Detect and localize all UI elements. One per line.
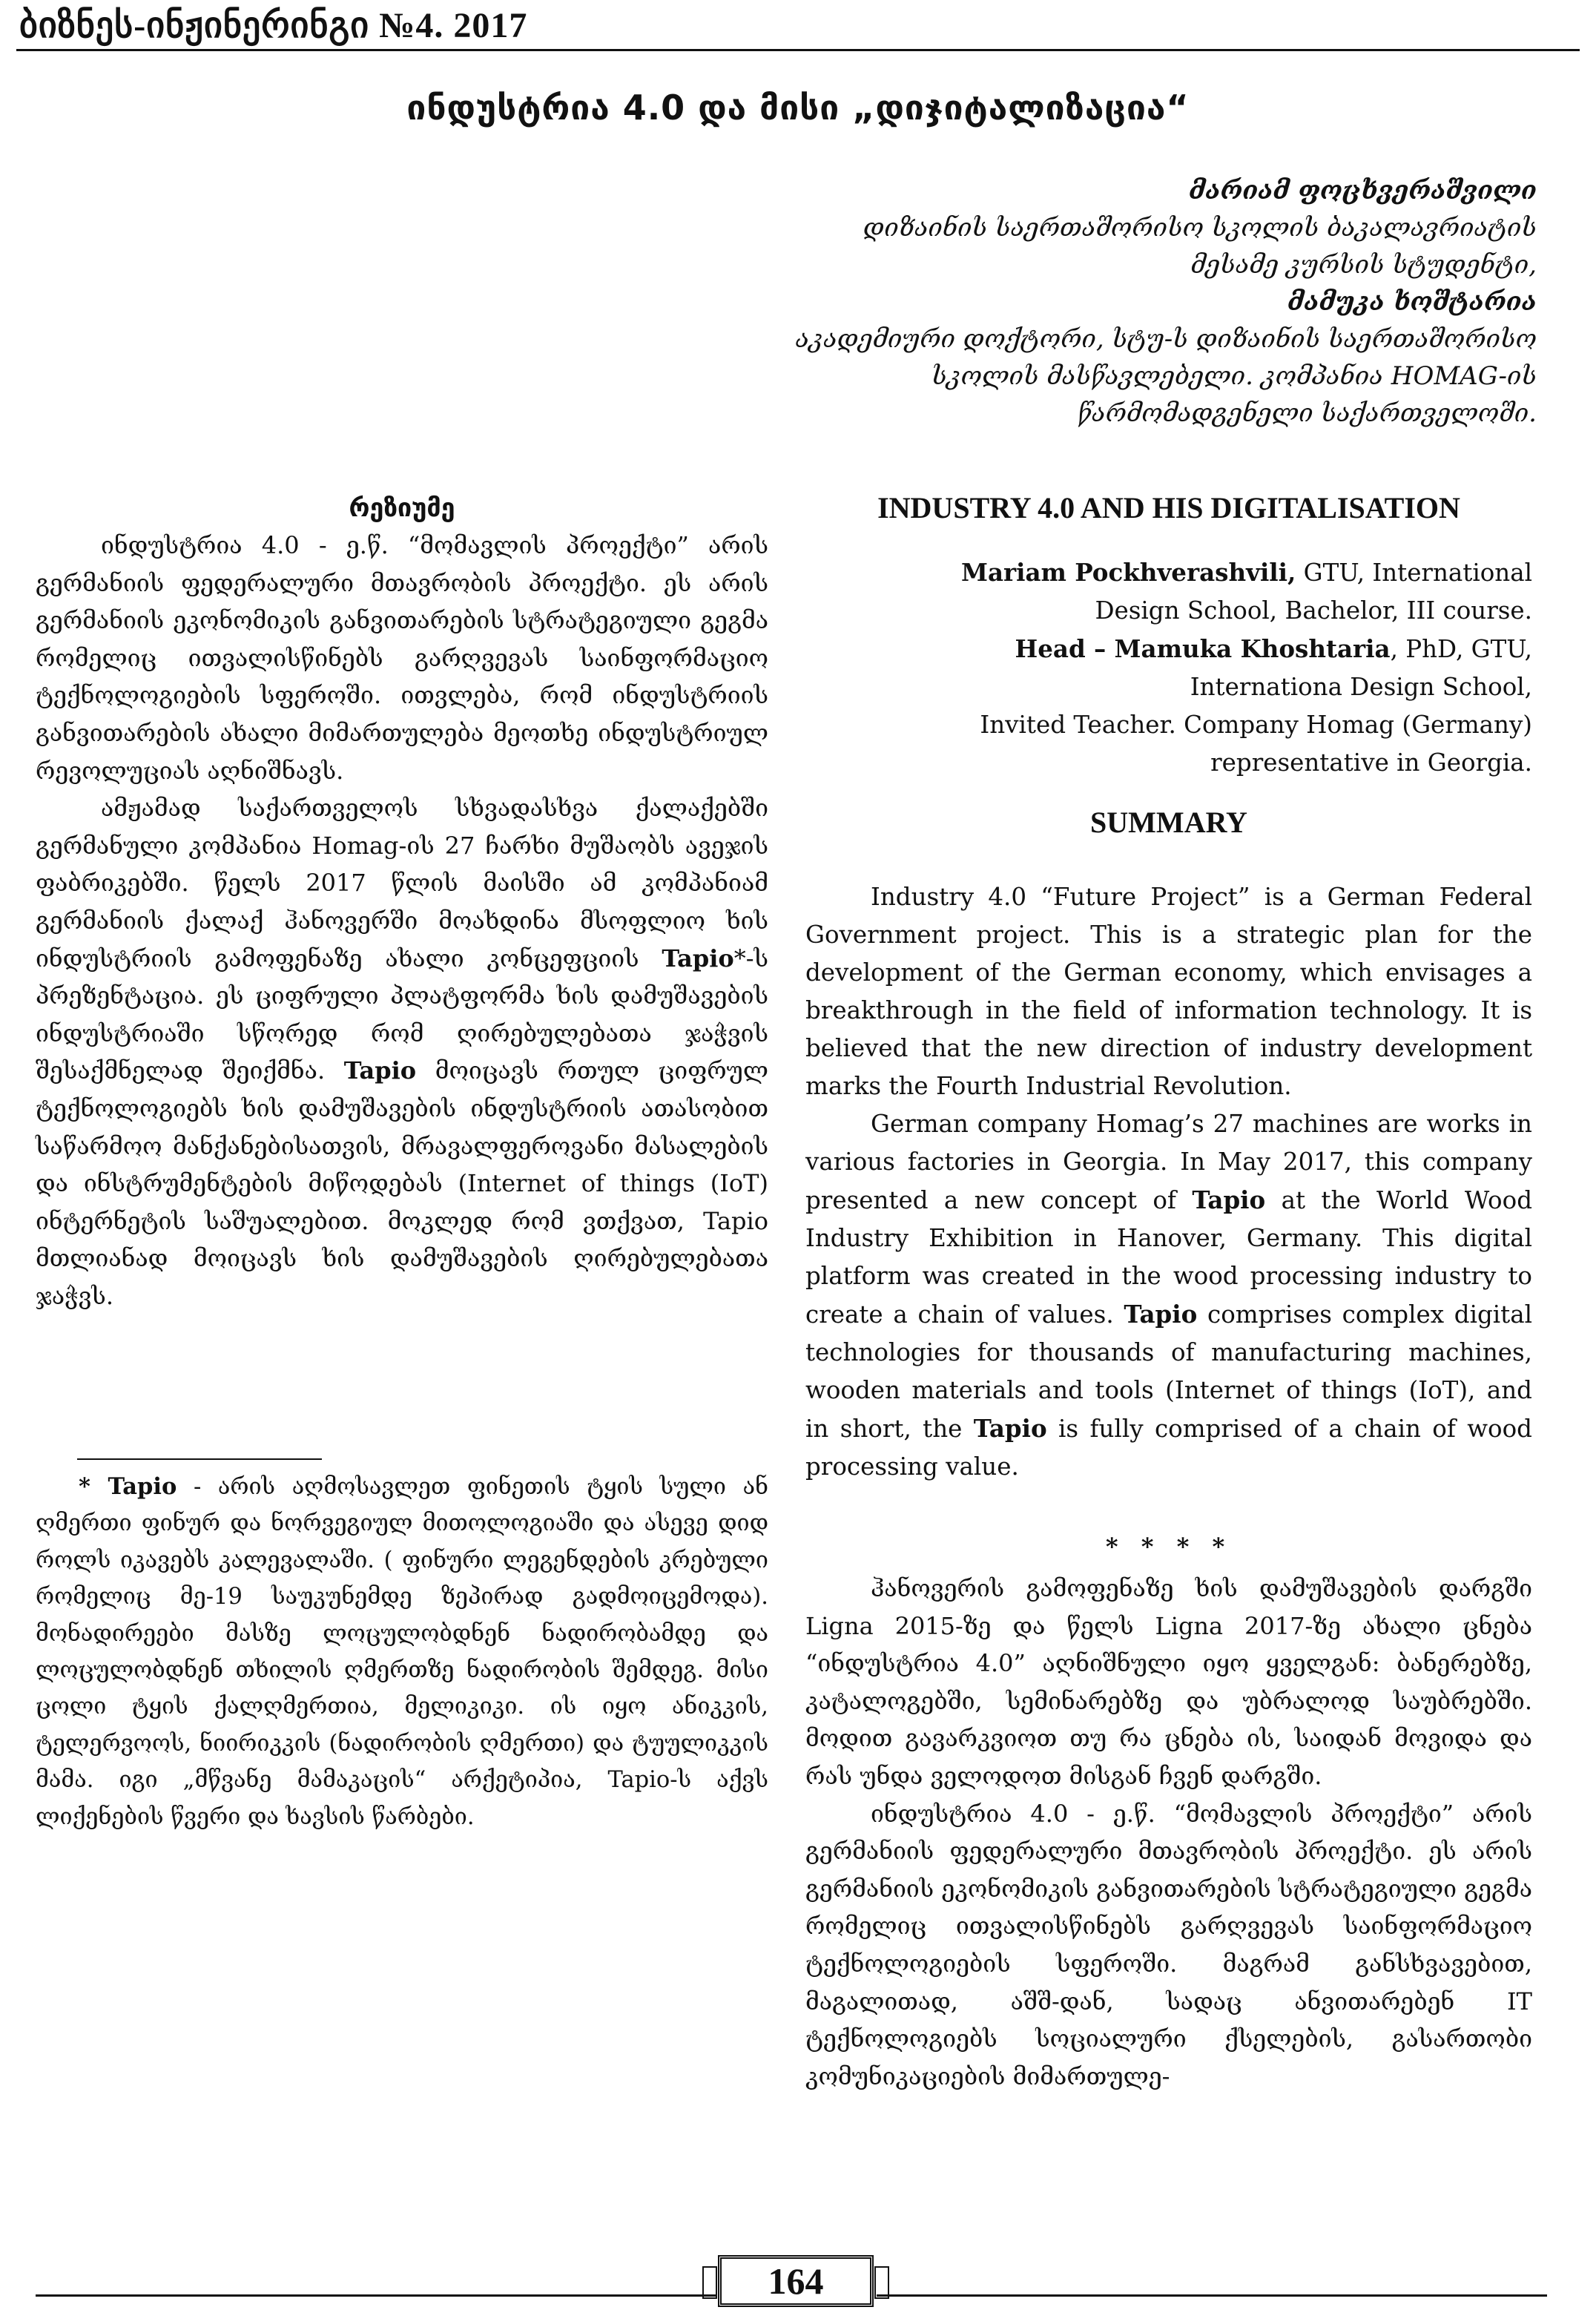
- section-separator-stars: * * * *: [1105, 1533, 1233, 1561]
- resume-column: [36, 490, 768, 1314]
- author2-affiliation-3: წარმომადგენელი საქართველოში.: [1077, 398, 1537, 428]
- page-number-text: 164: [768, 2260, 824, 2302]
- footer-rule-right: [877, 2294, 1547, 2297]
- resume-heading: რეზიუმე: [349, 493, 455, 523]
- footnote-paragraph: [36, 1469, 768, 1835]
- resume-text: [36, 527, 768, 1314]
- summary-p2-part-d: is fully comprised of a chain of wood processing value.: [805, 1415, 1532, 1481]
- author2-affiliation-1: აკადემიური დოქტორი, სტუ-ს დიზაინის საერთაშორისო: [795, 324, 1537, 354]
- author1-affiliation-2: მესამე კურსის სტუდენტი,: [1190, 250, 1537, 280]
- resume-paragraph-1: ინდუსტრია 4.0 - ე.წ. “მომავლის პროექტი” არის გერმანიის ფედერალური მთავრობის პროექტი. ეს არის გერმანიის ეკონომიკის განვითარების სტრატეგიული გეგმა რომელიც ითვალისწინებს გარღვევას საინფორმაციო ტექნოლოგიების სფეროში. ითვლება, რომ ინდუსტრიის განვითარების ახალი მიმართულება მეოთხე ინდუსტრიულ რევოლუციას აღნიშნავს.: [36, 531, 768, 785]
- tapio-term: Tapio: [343, 1056, 417, 1085]
- summary-p2-part-a: German company Homag’s 27 machines are works in various factories in Georgia. In May 2017, this company presented a new concept of: [805, 1110, 1532, 1214]
- header-rule: [16, 49, 1580, 51]
- en-author1-line1: [805, 553, 1532, 592]
- en-author2-name: Head – Mamuka Khoshtaria: [1015, 634, 1391, 663]
- en-author2-line3: Invited Teacher. Company Homag (Germany): [980, 711, 1532, 739]
- footnote-rule: [77, 1458, 322, 1460]
- en-author2-line2: Internationa Design School,: [1190, 673, 1532, 701]
- english-authors: [805, 553, 1532, 782]
- english-title: INDUSTRY 4.0 AND HIS DIGITALISATION: [877, 491, 1460, 524]
- resume-p2-part-a: ამჟამად საქართველოს სხვადასხვა ქალაქებში გერმანული კომპანია Homag-ის 27 ჩარხი მუშაობს ავეჯის ფაბრიკებში. წელს 2017 წლის მაისში ამ კომპანიამ გერმანიის ქალაქ ჰანოვერში მოახდინა მსოფლიო ხის ინდუსტრიის გამოფენაზე ახალი კონცეფციის: [36, 794, 768, 973]
- journal-header: ბიზნეს-ინჟინერინგი №4. 2017: [19, 6, 528, 45]
- summary-text: [805, 878, 1532, 1486]
- tapio-term: Tapio: [1192, 1185, 1266, 1214]
- footnote-term: * Tapio: [79, 1473, 177, 1500]
- en-author2-line1: [805, 630, 1532, 668]
- en-author2-line4: representative in Georgia.: [1210, 748, 1532, 777]
- en-author1-line2: Design School, Bachelor, III course.: [1095, 596, 1532, 625]
- resume-p2-part-b: *-ს პრეზენტაცია. ეს ციფრული პლატფორმა ხის დამუშავების ინდუსტრიაში სწორედ რომ ღირებულებათა ჯაჭვის შესაქმნელად შეიქმნა.: [36, 944, 768, 1085]
- en-author2-affil: , PhD, GTU,: [1390, 635, 1532, 663]
- summary-paragraph-1: Industry 4.0 “Future Project” is a German Federal Government project. This is a strategic plan for the development of the German economy, which envisages a breakthrough in the field of information technology. It is believed that the new direction of industry development marks the Fourth Industrial Revolution.: [805, 883, 1532, 1100]
- summary-paragraph-2: [805, 1105, 1532, 1486]
- tapio-term: Tapio: [1124, 1300, 1198, 1329]
- footnote: [36, 1469, 768, 1835]
- tapio-term: Tapio: [973, 1414, 1047, 1443]
- en-author1-affil: GTU, International: [1296, 559, 1532, 587]
- article-title: ინდუსტრია 4.0 და მისი „დიჯიტალიზაცია“: [406, 88, 1190, 128]
- english-abstract-column: [805, 490, 1532, 1486]
- author1-affiliation-1: დიზაინის საერთაშორისო სკოლის ბაკალავრიატის: [863, 213, 1537, 243]
- body-paragraph-1: ჰანოვერის გამოფენაზე ხის დამუშავების დარგში Ligna 2015-ზე და წელს Ligna 2017-ზე ახალი ცნება “ინდუსტრია 4.0” აღნიშნული იყო ყველგან: ბანერებზე, კატალოგებში, სემინარებზე და უბრალოდ საუბრებში. მოდით გავარკვიოთ თუ რა ცნება ის, საიდან მოვიდა და რას უნდა ველოდოთ მისგან ჩვენ დარგში.: [805, 1574, 1532, 1790]
- summary-heading: SUMMARY: [1090, 806, 1247, 839]
- authors-georgian: [424, 172, 1537, 432]
- body-text-column: [805, 1570, 1532, 2095]
- resume-paragraph-2: [36, 789, 768, 1314]
- author2-affiliation-2: სკოლის მასწავლებელი. კომპანია HOMAG-ის: [931, 361, 1537, 391]
- author2-name: მამუკა ხოშტარია: [1287, 287, 1537, 317]
- author1-name: მარიამ ფოცხვერაშვილი: [1189, 176, 1537, 205]
- page-number: [718, 2255, 874, 2307]
- summary-p2-part-b: at the World Wood Industry Exhibition in Hanover, Germany. This digital platform was created in the wood processing industry to create a chain of values.: [805, 1186, 1532, 1329]
- body-paragraph-2: ინდუსტრია 4.0 - ე.წ. “მომავლის პროექტი” არის გერმანიის ფედერალური მთავრობის პროექტი. ეს არის გერმანიის ეკონომიკის განვითარების სტრატეგიული გეგმა რომელიც ითვალისწინებს გარღვევას საინფორმაციო ტექნოლოგიების სფეროში. მაგრამ განსხვავებით, მაგალითად, აშშ-დან, სადაც ანვითარებენ IT ტექნოლოგიებს სოციალური ქსელების, გასართობი კომუნიკაციების მიმართულე-: [805, 1799, 1532, 2090]
- footnote-text: - არის აღმოსავლეთ ფინეთის ტყის სული ან ღმერთი ფინურ და ნორვეგიულ მითოლოგიაში და ასევე დიდ როლს იკავებს კალევალაში. ( ფინური ლეგენდების კრებული რომელიც მე-19 საუკუნემდე ზეპირად გადმოიცემოდა). მონადირეები მასზე ლოცულობდნენ ნადირობამდე და ლოცულობდნენ თხილის ღმერთზე ნადირობის შემდეგ. მისი ცოლი ტყის ქალღმერთია, მელიკიკი. ის იყო ანიკკის, ტელერვოოს, ნიირიკკის (ნადირობის ღმერთი) და ტუულიკკის მამა. იგი „მწვანე მამაკაცის“ არქეტიპია, Tapio-ს აქვს ლიქენების წვერი და ხავსის წარბები.: [36, 1474, 768, 1830]
- tapio-term: Tapio: [662, 944, 734, 973]
- resume-p2-part-c: მოიცავს რთულ ციფრულ ტექნოლოგიებს ხის დამუშავების ინდუსტრიის ათასობით საწარმოო მანქანებისათვის, მრავალფეროვანი მასალების და ინსტრუმენტების მიწოდებას (Internet of things (IoT) ინტერნეტის საშუალებით. მოკლედ რომ ვთქვათ, Tapio მთლიანად მოიცავს ხის დამუშავების ღირებულებათა ჯაჭვს.: [36, 1056, 769, 1310]
- footer-rule-left: [36, 2294, 716, 2297]
- en-author1-name: Mariam Pockhverashvili,: [960, 558, 1296, 587]
- summary-p2-part-c: comprises complex digital technologies for thousands of manufacturing machines, wooden materials and tools (Internet of things (IoT), and in short, the: [805, 1300, 1532, 1443]
